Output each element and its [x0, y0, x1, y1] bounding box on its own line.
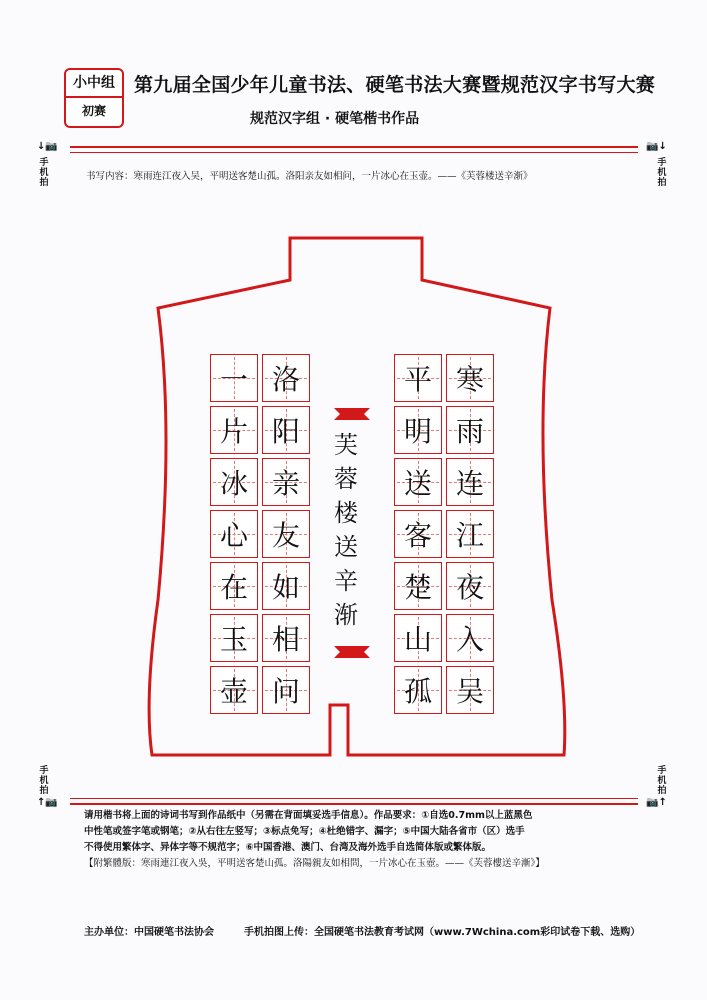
poem-title-char: 辛 [334, 567, 358, 595]
top-rule [70, 146, 638, 148]
group-label: 小中组 [66, 70, 122, 98]
char-cell: 山 [394, 614, 442, 662]
top-rule-thin [70, 152, 638, 153]
char-cell: 楚 [394, 562, 442, 610]
char-cell: 一 [210, 354, 258, 402]
page-subtitle: 规范汉字组 · 硬笔楷书作品 [250, 111, 420, 127]
camera-marker-top-right: 📷↓ [646, 141, 667, 152]
phone-shoot-label-tr: 手机拍 [657, 158, 667, 188]
traditional-version: 【附繁體版：寒雨連江夜入吳，平明送客楚山孤。洛陽親友如相問，一片冰心在玉壺。——《芙蓉樓送辛漸》】 [84, 858, 545, 869]
char-cell: 在 [210, 562, 258, 610]
stage-label: 初赛 [81, 104, 106, 118]
char-cell: 冰 [210, 458, 258, 506]
poem-column-3 [262, 354, 310, 714]
phone-shoot-label-tl: 手机拍 [39, 158, 49, 188]
char-cell: 相 [262, 614, 310, 662]
camera-marker-bottom-left: ↑📷 [37, 797, 58, 808]
poem-column-4 [210, 354, 258, 714]
char-cell: 夜 [446, 562, 494, 610]
organizer: 主办单位：中国硬笔书法协会 [84, 927, 214, 938]
char-cell: 寒 [446, 354, 494, 402]
char-cell: 如 [262, 562, 310, 610]
poem-title-char: 芙 [334, 431, 358, 459]
phone-shoot-label-br: 手机拍 [657, 766, 667, 796]
title-flag-bottom [334, 644, 370, 660]
writing-content: 书写内容：寒雨连江夜入吴，平明送客楚山孤。洛阳亲友如相问，一片冰心在玉壶。——《芙蓉楼送辛渐》 [86, 171, 533, 182]
poem-title-char: 渐 [334, 601, 358, 629]
poem-title-vertical [331, 428, 361, 632]
char-cell: 洛 [262, 354, 310, 402]
char-cell: 入 [446, 614, 494, 662]
char-cell: 江 [446, 510, 494, 558]
char-cell: 玉 [210, 614, 258, 662]
camera-marker-bottom-right: 📷↑ [646, 797, 667, 808]
requirements-line: 不得使用繁体字、异体字等不规范字；⑥中国香港、澳门、台湾及海外选手自选简体版或繁体版。 [84, 842, 492, 853]
requirements-line: 中性笔或签字笔或钢笔；②从右往左竖写；③标点免写；④杜绝错字、漏字；⑤中国大陆各省市（区）选手 [84, 826, 525, 837]
char-cell: 孤 [394, 666, 442, 714]
page-title: 第九届全国少年儿童书法、硬笔书法大赛暨规范汉字书写大赛 [134, 74, 656, 96]
bottom-rule [70, 803, 638, 805]
char-cell: 雨 [446, 406, 494, 454]
poem-column-1 [446, 354, 494, 714]
char-cell: 壶 [210, 666, 258, 714]
char-cell: 连 [446, 458, 494, 506]
char-cell: 送 [394, 458, 442, 506]
char-cell: 问 [262, 666, 310, 714]
camera-marker-top-left: ↓📷 [37, 141, 58, 152]
title-flag-top [334, 406, 370, 422]
requirements-line: 请用楷书将上面的诗词书写到作品纸中（另需在背面填妥选手信息）。作品要求：①自选0.7mm以上蓝黑色 [84, 810, 533, 821]
char-cell: 吴 [446, 666, 494, 714]
group-badge [64, 68, 124, 128]
char-cell: 友 [262, 510, 310, 558]
char-cell: 片 [210, 406, 258, 454]
poem-title-char: 送 [334, 533, 358, 561]
char-cell: 心 [210, 510, 258, 558]
char-cell: 明 [394, 406, 442, 454]
char-cell: 亲 [262, 458, 310, 506]
poem-column-2 [394, 354, 442, 714]
requirements-block [84, 808, 644, 872]
poem-title-char: 楼 [334, 499, 358, 527]
char-cell: 阳 [262, 406, 310, 454]
char-cell: 平 [394, 354, 442, 402]
poem-title-char: 蓉 [334, 465, 358, 493]
upload-info: 手机拍图上传：全国硬笔书法教育考试网（www.7Wchina.com彩印试卷下载、选购） [244, 927, 641, 938]
bottom-rule-thin [70, 798, 638, 799]
phone-shoot-label-bl: 手机拍 [39, 766, 49, 796]
char-cell: 客 [394, 510, 442, 558]
